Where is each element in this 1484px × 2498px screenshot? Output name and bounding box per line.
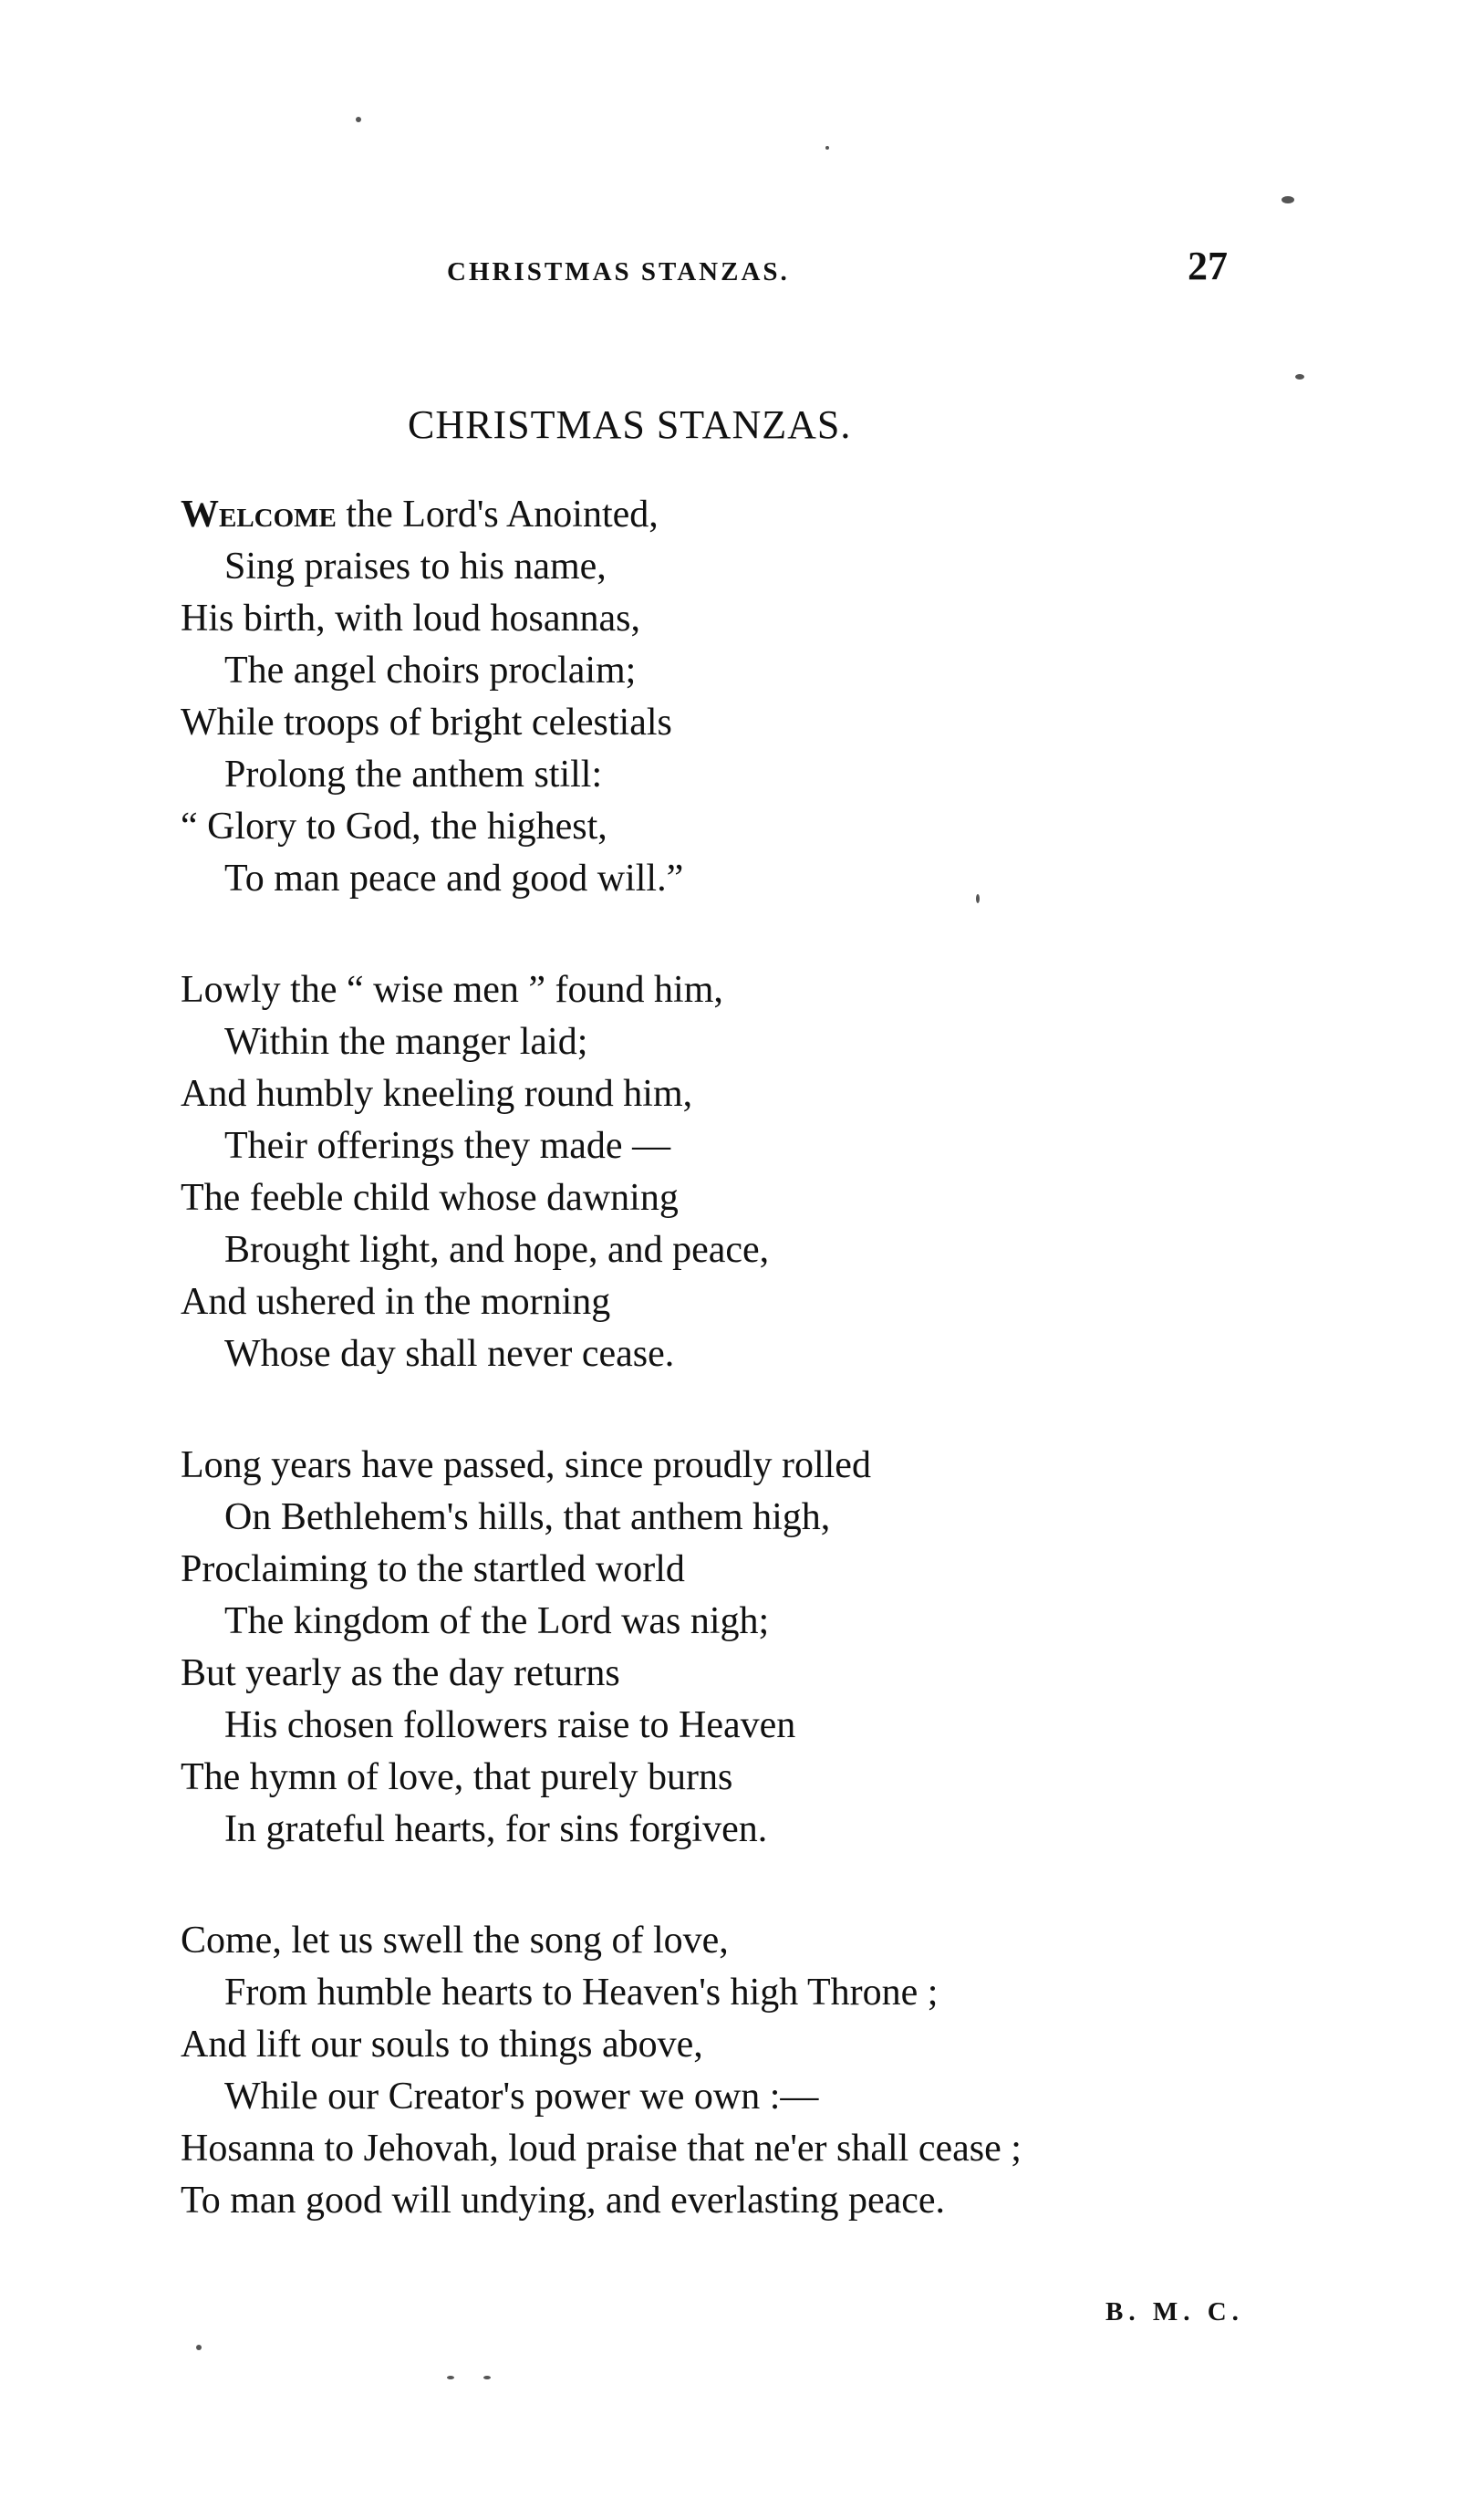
poem-title: CHRISTMAS STANZAS. bbox=[408, 402, 852, 447]
print-speck bbox=[1282, 196, 1294, 203]
poem-line: Lowly the “ wise men ” found him, bbox=[181, 969, 723, 1011]
poem-line: Hosanna to Jehovah, loud praise that ne'er shall cease ; bbox=[181, 2128, 1022, 2170]
poem-line: The angel choirs proclaim; bbox=[224, 650, 637, 692]
poem-line: Brought light, and hope, and peace, bbox=[224, 1229, 770, 1271]
running-head: CHRISTMAS STANZAS. bbox=[447, 257, 790, 286]
poem-line: And ushered in the morning bbox=[181, 1281, 611, 1323]
poem-line: Whose day shall never cease. bbox=[224, 1333, 675, 1375]
page-number: 27 bbox=[1188, 244, 1228, 288]
poem-body bbox=[181, 489, 1330, 2286]
poem-line: To man peace and good will.” bbox=[224, 858, 684, 900]
stanza-4 bbox=[181, 1915, 1330, 2227]
poem-line: Sing praises to his name, bbox=[224, 546, 607, 588]
poem-line: To man good will undying, and everlasting peace. bbox=[181, 2180, 946, 2222]
poem-line: Prolong the anthem still: bbox=[224, 754, 603, 796]
print-speck bbox=[447, 2376, 454, 2379]
stanza-1 bbox=[181, 489, 1330, 905]
stanza-2 bbox=[181, 964, 1330, 1380]
poem-line: The feeble child whose dawning bbox=[181, 1177, 679, 1219]
print-speck bbox=[483, 2376, 491, 2379]
poem-line: On Bethlehem's hills, that anthem high, bbox=[224, 1496, 831, 1538]
poem-line: And humbly kneeling round him, bbox=[181, 1073, 693, 1115]
poem-line bbox=[181, 489, 1330, 541]
poem-line: While troops of bright celestials bbox=[181, 702, 672, 744]
poem-line: Come, let us swell the song of love, bbox=[181, 1920, 729, 1962]
poem-line: Proclaiming to the startled world bbox=[181, 1548, 685, 1590]
first-word: Welcome bbox=[181, 494, 337, 536]
poem-line: Within the manger laid; bbox=[224, 1021, 588, 1063]
author-initials: B. M. C. bbox=[1105, 2297, 1244, 2326]
poem-line: Their offerings they made — bbox=[224, 1125, 671, 1167]
poem-line: The hymn of love, that purely burns bbox=[181, 1756, 733, 1798]
print-speck bbox=[196, 2345, 202, 2350]
poem-line: But yearly as the day returns bbox=[181, 1652, 620, 1694]
first-line-rest: the Lord's Anointed, bbox=[336, 494, 659, 536]
poem-line: And lift our souls to things above, bbox=[181, 2024, 703, 2066]
poem-line: While our Creator's power we own :— bbox=[224, 2076, 819, 2118]
poem-line: His birth, with loud hosannas, bbox=[181, 598, 640, 640]
poem-line: His chosen followers raise to Heaven bbox=[224, 1704, 796, 1746]
poem-line: From humble hearts to Heaven's high Throne ; bbox=[224, 1972, 939, 2014]
poem-line: Long years have passed, since proudly rolled bbox=[181, 1444, 871, 1486]
poem-line: In grateful hearts, for sins forgiven. bbox=[224, 1808, 768, 1850]
poem-line: “ Glory to God, the highest, bbox=[181, 806, 607, 848]
print-speck bbox=[825, 146, 829, 150]
stanza-3 bbox=[181, 1440, 1330, 1856]
print-speck bbox=[976, 894, 980, 903]
print-speck bbox=[1295, 374, 1304, 380]
print-speck bbox=[356, 117, 361, 122]
poem-line: The kingdom of the Lord was nigh; bbox=[224, 1600, 770, 1642]
